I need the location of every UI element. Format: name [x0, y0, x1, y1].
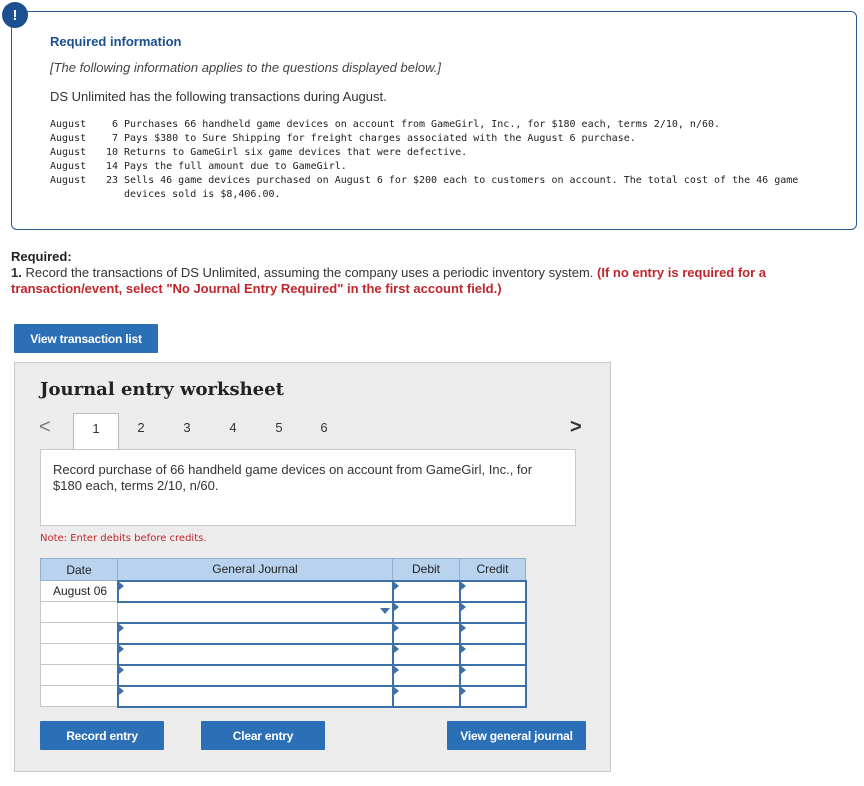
worksheet-title: Journal entry worksheet [40, 379, 284, 400]
date-cell[interactable] [41, 644, 118, 665]
debit-input[interactable] [393, 602, 460, 623]
required-instruction: (If no entry is required for a transaction/event, select "No Journal Entry Required" in the first account field.) [11, 265, 767, 296]
required-text: Record the transactions of DS Unlimited, assuming the company uses a periodic inventory system. [21, 265, 597, 280]
worksheet-tabs [39, 410, 589, 450]
credit-input[interactable] [460, 686, 526, 707]
credit-input[interactable] [460, 581, 526, 602]
debit-header: Debit [393, 559, 460, 581]
required-instructions [11, 249, 851, 297]
debit-input[interactable] [393, 665, 460, 686]
transaction-row: August 6 Purchases 66 handheld game devices on account from GameGirl, Inc., for $180 each, terms 2/10, n/60. [50, 119, 721, 130]
tab-5[interactable]: 5 [275, 420, 283, 435]
journal-table [40, 558, 527, 708]
tab-3[interactable]: 3 [183, 420, 191, 435]
date-cell[interactable]: August 06 [41, 581, 118, 602]
table-row [41, 623, 526, 644]
transaction-row: August 23 Sells 46 game devices purchased on August 6 for $200 each to customers on account. The total cost of the 46 game devices sold is $8,406.00. [50, 175, 799, 200]
tab-2[interactable]: 2 [137, 420, 145, 435]
credit-input[interactable] [460, 665, 526, 686]
date-header: Date [41, 559, 118, 581]
debit-input[interactable] [393, 686, 460, 707]
transaction-row: August 7 Pays $380 to Sure Shipping for freight charges associated with the August 6 purchase. [50, 133, 636, 144]
clear-entry-button[interactable]: Clear entry [201, 721, 325, 750]
account-input[interactable] [118, 686, 393, 707]
credit-header: Credit [460, 559, 526, 581]
account-input[interactable] [118, 665, 393, 686]
dropdown-arrow-icon[interactable] [380, 608, 390, 614]
account-input[interactable] [118, 581, 393, 602]
general-journal-header: General Journal [118, 559, 393, 581]
date-cell[interactable] [41, 665, 118, 686]
record-entry-button[interactable]: Record entry [40, 721, 164, 750]
account-input[interactable] [118, 644, 393, 665]
account-input[interactable] [118, 623, 393, 644]
debit-input[interactable] [393, 623, 460, 644]
alert-icon: ! [2, 2, 28, 28]
table-row [41, 665, 526, 686]
info-subtitle: [The following information applies to the questions displayed below.] [50, 60, 441, 75]
table-row [41, 686, 526, 707]
required-information-panel [11, 11, 857, 230]
tab-4[interactable]: 4 [229, 420, 237, 435]
credit-input[interactable] [460, 623, 526, 644]
account-dropdown[interactable] [118, 602, 393, 623]
debit-input[interactable] [393, 644, 460, 665]
transaction-list [50, 118, 818, 202]
tab-1[interactable]: 1 [73, 413, 119, 454]
info-title: Required information [50, 34, 182, 49]
view-transaction-list-button[interactable]: View transaction list [14, 324, 158, 353]
date-cell[interactable] [41, 623, 118, 644]
required-number: 1. [11, 265, 22, 280]
debit-input[interactable] [393, 581, 460, 602]
chevron-right-icon[interactable]: > [570, 416, 582, 438]
table-row [41, 602, 526, 623]
date-cell[interactable] [41, 602, 118, 623]
required-label: Required: [11, 249, 72, 264]
view-general-journal-button[interactable]: View general journal [447, 721, 586, 750]
entry-note: Note: Enter debits before credits. [40, 533, 207, 544]
info-intro: DS Unlimited has the following transactions during August. [50, 89, 387, 104]
journal-entry-worksheet [14, 362, 611, 772]
journal-header-row [41, 559, 526, 581]
transaction-row: August 14 Pays the full amount due to GameGirl. [50, 161, 347, 172]
credit-input[interactable] [460, 644, 526, 665]
credit-input[interactable] [460, 602, 526, 623]
transaction-row: August 10 Returns to GameGirl six game devices that were defective. [50, 147, 468, 158]
date-cell[interactable] [41, 686, 118, 707]
chevron-left-icon[interactable]: < [39, 416, 51, 438]
table-row [41, 581, 526, 602]
entry-description: Record purchase of 66 handheld game devices on account from GameGirl, Inc., for $180 each, terms 2/10, n/60. [40, 449, 576, 526]
table-row [41, 644, 526, 665]
tab-6[interactable]: 6 [320, 420, 328, 435]
